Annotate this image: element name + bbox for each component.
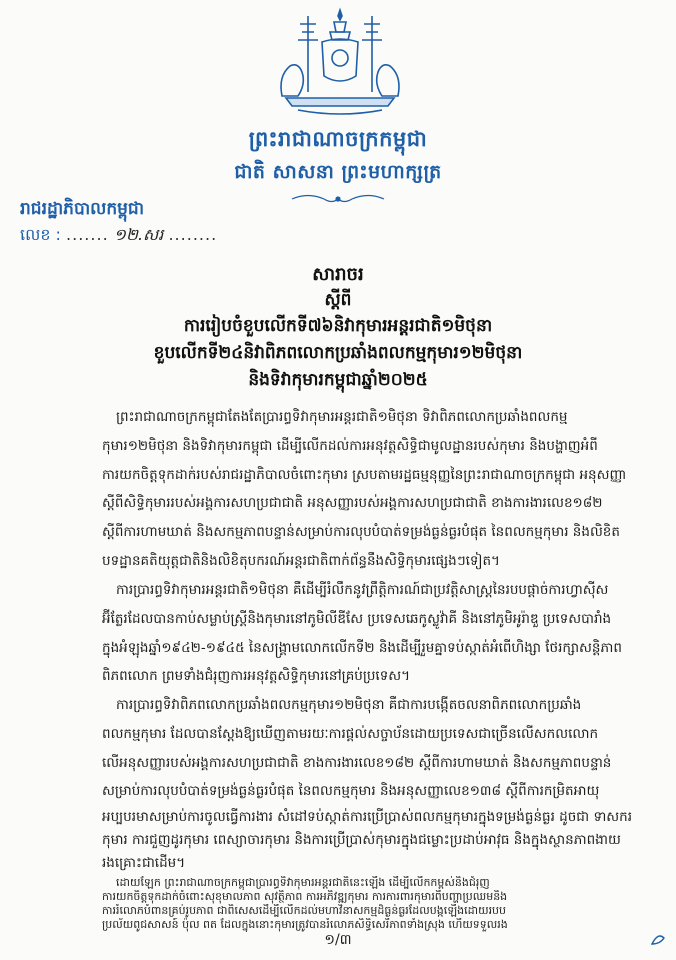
subject-label: ស្តីពី: [324, 290, 352, 310]
paragraph-line: ពិភពលោក ព្រមទាំងជំរុញការអនុវត្តសិទ្ធិកុមារនៅគ្រប់ប្រទេស។: [102, 668, 411, 685]
paragraph-line: ស្តីពីការហាមឃាត់ និងសកម្មភាពបន្ទាន់សម្រាប់ការលុបបំបាត់ទម្រង់ធ្ងន់ធ្ងរបំផុត នៃពលកម្មកុមារ និងលិខិត: [102, 524, 620, 541]
paragraph-line: ការប្រារព្ធទិវាពិភពលោកប្រឆាំងពលកម្មកុមារ១២មិថុនា គឺជាការបង្កើតចលនាពិភពលោកប្រឆាំង: [116, 697, 582, 713]
paragraph-3-tail: [102, 806, 642, 875]
paragraph-4: [102, 876, 642, 932]
paragraph-line: អប្បបរមាសម្រាប់ការចូលធ្វើការងារ សំដៅទប់ស្កាត់ការប្រើប្រាស់ពលកម្មកុមារក្នុងទម្រង់ធ្ងន់ធ្ងរ ដូចជា ទាសករ: [102, 809, 633, 825]
paragraph-line: ការរំលោភបំពានគ្រប់រូបភាព ជាពិសេសដើម្បីលើកដល់មហាវិនាសកម្មដ៏ធ្ងន់ធ្ងរដែលបង្កឡើងដោយរបប: [102, 904, 507, 917]
paragraph-line: ស្តីពីសិទ្ធិកុមាររបស់អង្គការសហប្រជាជាតិ អនុសញ្ញារបស់អង្គការសហប្រជាជាតិ ខាងការងារលេខ១៨២: [102, 495, 603, 512]
paragraph-line: ព្រះរាជាណាចក្រកម្ពុជាតែងតែប្រារព្ធទិវាកុមារអន្តរជាតិ១មិថុនា ទិវាពិភពលោកប្រឆាំងពលកម្ម: [116, 409, 568, 425]
paragraph-line: ដោយឡែក ព្រះរាជាណាចក្រកម្ពុជាប្រារព្ធទិវាកុមារអន្តរជាតិនេះឡើង ដើម្បីលើកកម្ពស់និងជំរុញ: [116, 876, 490, 889]
paragraph-3: [102, 691, 642, 806]
subject-line-2: ខួបលើកទី២៤និវាពិភពលោកប្រឆាំងពលកម្មកុមារ១២មិថុនា: [153, 343, 523, 363]
paragraph-line: ការប្រារព្ធទិវាកុមារអន្តរជាតិ១មិថុនា គឺដើម្បីរំលឹកនូវព្រឹត្តិការណ៍ជាប្រវត្តិសាស្ត្រនៃរបបផ្តាច់ការហ្វាស៊ីស: [116, 582, 609, 598]
paragraph-line: អ៊ីត្លែរដែលបានកាប់សម្លាប់ស្ត្រីនិងកុមារនៅភូមិលីឌីសែ ប្រទេសឆេកូស្លូវ៉ាគី និងនៅភូមិអូរ៉ាឌួ ប្រទេសបារាំង: [102, 610, 612, 627]
paragraph-line: កុមារ១២មិថុនា និងទិវាកុមារកម្ពុជា ដើម្បីលើកដល់ការអនុវត្តសិទ្ធិជាមូលដ្ឋានរបស់កុមារ និងបង្ហាញអំពី: [102, 437, 598, 454]
paragraph-line: សម្រាប់ការលុបបំបាត់ទម្រង់ធ្ងន់ធ្ងរបំផុត នៃពលកម្មកុមារ និងអនុសញ្ញាលេខ១៣៨ ស្តីពីការកម្រិតអាយុ: [102, 783, 600, 800]
paragraph-line: ប្រល័យពូជសាសន៍ ប៉ុល ពត ដែលក្នុងនោះកុមារត្រូវបានរំលោភសិទ្ធិសេរីភាពទាំងស្រុង ហើយទទួលរង: [102, 918, 508, 931]
corner-mark-icon: [648, 928, 668, 948]
subject-line-3: និងទិវាកុមារកម្ពុជាឆ្នាំ២០២៥: [248, 370, 428, 390]
royal-emblem-icon: [268, 6, 412, 118]
reference-dots-tail: ........: [168, 225, 218, 244]
kingdom-name: ព្រះរាជាណាចក្រកម្ពុជា: [248, 127, 428, 151]
subject-line-1: ការរៀបចំខួបលើកទី៧៦និវាកុមារអន្តរជាតិ១មិថុនា: [183, 316, 493, 336]
reference-value: ១២.សរ: [113, 225, 164, 244]
paragraph-2: [102, 576, 642, 691]
page-number: ១/៣: [324, 932, 352, 948]
paragraph-line: ការយកចិត្តទុកដាក់របស់រាជរដ្ឋាភិបាលចំពោះកុមារ ស្របតាមរដ្ឋធម្មនុញ្ញនៃព្រះរាជាណាចក្រកម្ពុជា អនុសញ្ញា: [102, 466, 627, 483]
paragraph-line: លើអនុសញ្ញារបស់អង្គការសហប្រជាជាតិ ខាងការងារលេខ១៨២ ស្តីពីការហាមឃាត់ និងសកម្មភាពបន្ទាន់: [102, 754, 612, 771]
paragraph-line: កុមារ ការជួញដូរកុមារ ពេស្យាចារកុមារ និងការប្រើប្រាស់កុមារក្នុងជម្លោះប្រដាប់អាវុធ និងក្នុងស្ថានភាពងាយ: [102, 832, 621, 848]
paragraph-line: បទដ្ឋានគតិយុត្តជាតិនិងលិខិតុបករណ៍អន្តរជាតិពាក់ព័ន្ធនឹងសិទ្ធិកុមារផ្សេងៗទៀត។: [102, 553, 500, 569]
paragraph-line: ពលកម្មកុមារ ដែលបានស្តែងឱ្យឃើញតាមរយៈការផ្តល់សច្ចាប័នដោយប្រទេសជាច្រើនលើសកលលោក: [102, 725, 599, 742]
reference-number: [20, 224, 217, 248]
document-type: សារាចរ: [312, 264, 364, 285]
reference-label: លេខ :: [20, 225, 61, 244]
paragraph-1-tail: [102, 547, 642, 576]
national-motto: ជាតិ សាសនា ព្រះមហាក្សត្រ: [234, 161, 442, 183]
issuing-ministry: រាជរដ្ឋាភិបាលកម្ពុជា: [20, 199, 145, 219]
ornament-divider-icon: [288, 192, 388, 206]
paragraph-line: ការយកចិត្តទុកដាក់ចំពោះសុខុមាលភាព សុវត្ថិភាព ការអភិវឌ្ឍកុមារ ការការពារកុមារពីបញ្ហាប្រឈមនិង: [102, 890, 508, 903]
paragraph-1: [102, 403, 642, 547]
paragraph-line: រងគ្រោះជាដើម។: [102, 855, 186, 871]
reference-dots: .......: [66, 225, 109, 244]
paragraph-line: ក្នុងអំឡុងឆ្នាំ១៩៤២-១៩៤៥ នៃសង្គ្រាមលោកលើកទី២ និងដើម្បីរួមគ្នាទប់ស្កាត់អំពើហិង្សា ថែរក្សាសន្តិភាព: [102, 639, 622, 656]
